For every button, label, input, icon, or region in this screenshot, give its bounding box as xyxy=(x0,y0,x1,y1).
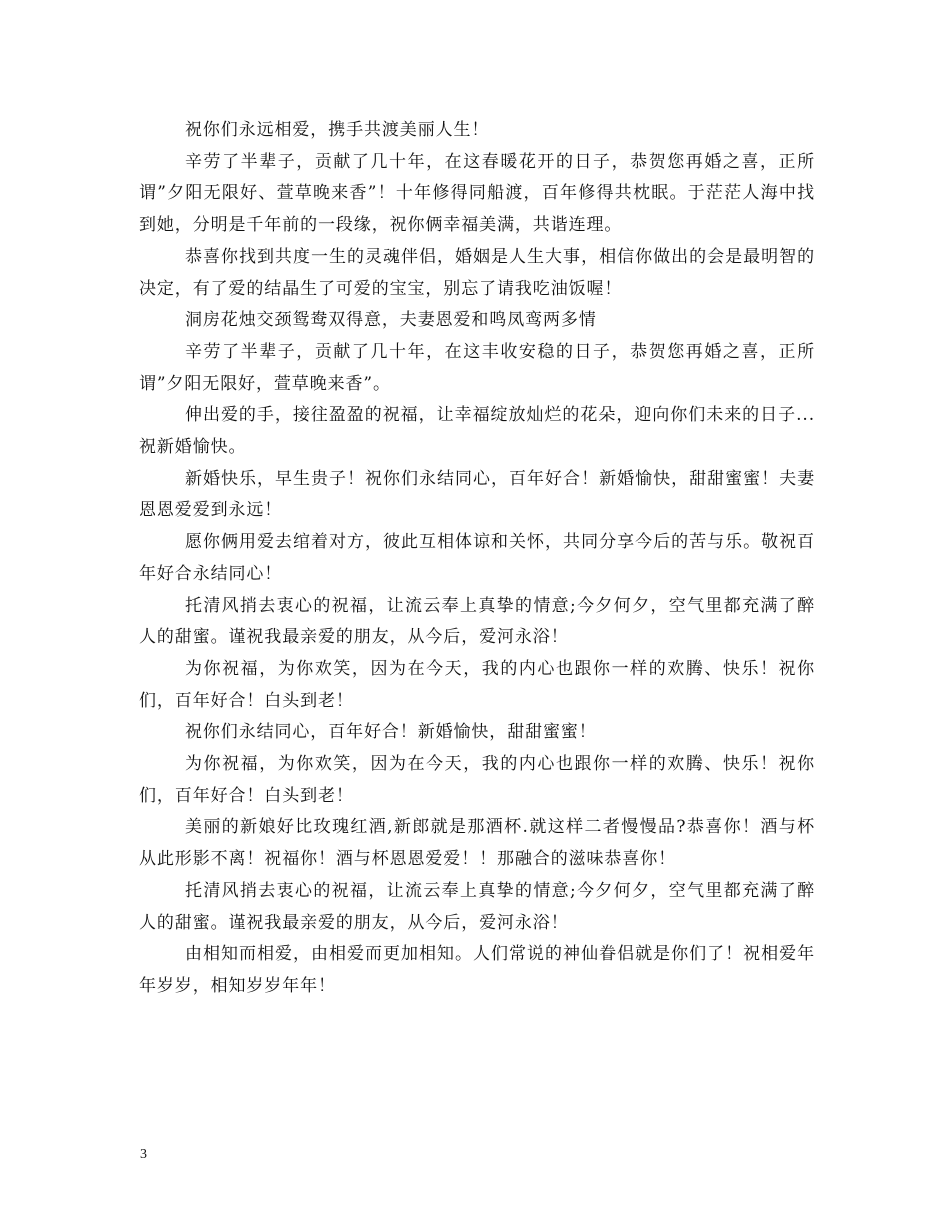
paragraph: 由相知而相爱，由相爱而更加相知。人们常说的神仙眷侣就是你们了！祝相爱年年岁岁，相知岁岁年年！ xyxy=(139,944,815,996)
paragraph: 愿你俩用爱去绾着对方，彼此互相体谅和关怀，共同分享今后的苦与乐。敬祝百年好合永结同心！ xyxy=(139,532,815,584)
paragraph: 新婚快乐，早生贵子！祝你们永结同心，百年好合！新婚愉快，甜甜蜜蜜！夫妻恩恩爱爱到永远！ xyxy=(139,468,815,521)
paragraph: 托清风捎去衷心的祝福，让流云奉上真挚的情意;今夕何夕，空气里都充满了醉人的甜蜜。谨祝我最亲爱的朋友，从今后，爱河永浴！ xyxy=(139,880,815,933)
paragraph: 托清风捎去衷心的祝福，让流云奉上真挚的情意;今夕何夕，空气里都充满了醉人的甜蜜。谨祝我最亲爱的朋友，从今后，爱河永浴！ xyxy=(139,595,815,648)
page-number: 3 xyxy=(140,1147,147,1162)
paragraph: 美丽的新娘好比玫瑰红酒,新郎就是那酒杯.就这样二者慢慢品?恭喜你！酒与杯从此形影不离！祝福你！酒与杯恩恩爱爱！！那融合的滋味恭喜你！ xyxy=(139,817,815,870)
paragraph: 辛劳了半辈子，贡献了几十年，在这丰收安稳的日子，恭贺您再婚之喜，正所谓”夕阳无限好，萱草晚来香”。 xyxy=(139,341,815,394)
paragraph: 为你祝福，为你欢笑，因为在今天，我的内心也跟你一样的欢腾、快乐！祝你们，百年好合！白头到老！ xyxy=(139,658,815,711)
paragraph: 洞房花烛交颈鸳鸯双得意，夫妻恩爱和鸣凤鸾两多情 xyxy=(185,310,597,331)
paragraph: 为你祝福，为你欢笑，因为在今天，我的内心也跟你一样的欢腾、快乐！祝你们，百年好合！白头到老！ xyxy=(139,754,815,806)
paragraph: 伸出爱的手，接往盈盈的祝福，让幸福绽放灿烂的花朵，迎向你们未来的日子...祝新婚愉快。 xyxy=(139,405,815,458)
paragraph: 祝你们永结同心，百年好合！新婚愉快，甜甜蜜蜜！ xyxy=(185,722,597,743)
paragraph: 辛劳了半辈子，贡献了几十年，在这春暖花开的日子，恭贺您再婚之喜，正所谓”夕阳无限好、萱草晚来香”！十年修得同船渡，百年修得共枕眠。于茫茫人海中找到她，分明是千年前的一段缘，祝你俩幸福美满，共谐连理。 xyxy=(139,151,815,236)
document-body xyxy=(139,115,815,1003)
paragraph: 祝你们永远相爱，携手共渡美丽人生！ xyxy=(185,120,490,140)
paragraph: 恭喜你找到共度一生的灵魂伴侣，婚姻是人生大事，相信你做出的会是最明智的决定，有了爱的结晶生了可爱的宝宝，别忘了请我吃油饭喔！ xyxy=(139,246,815,299)
